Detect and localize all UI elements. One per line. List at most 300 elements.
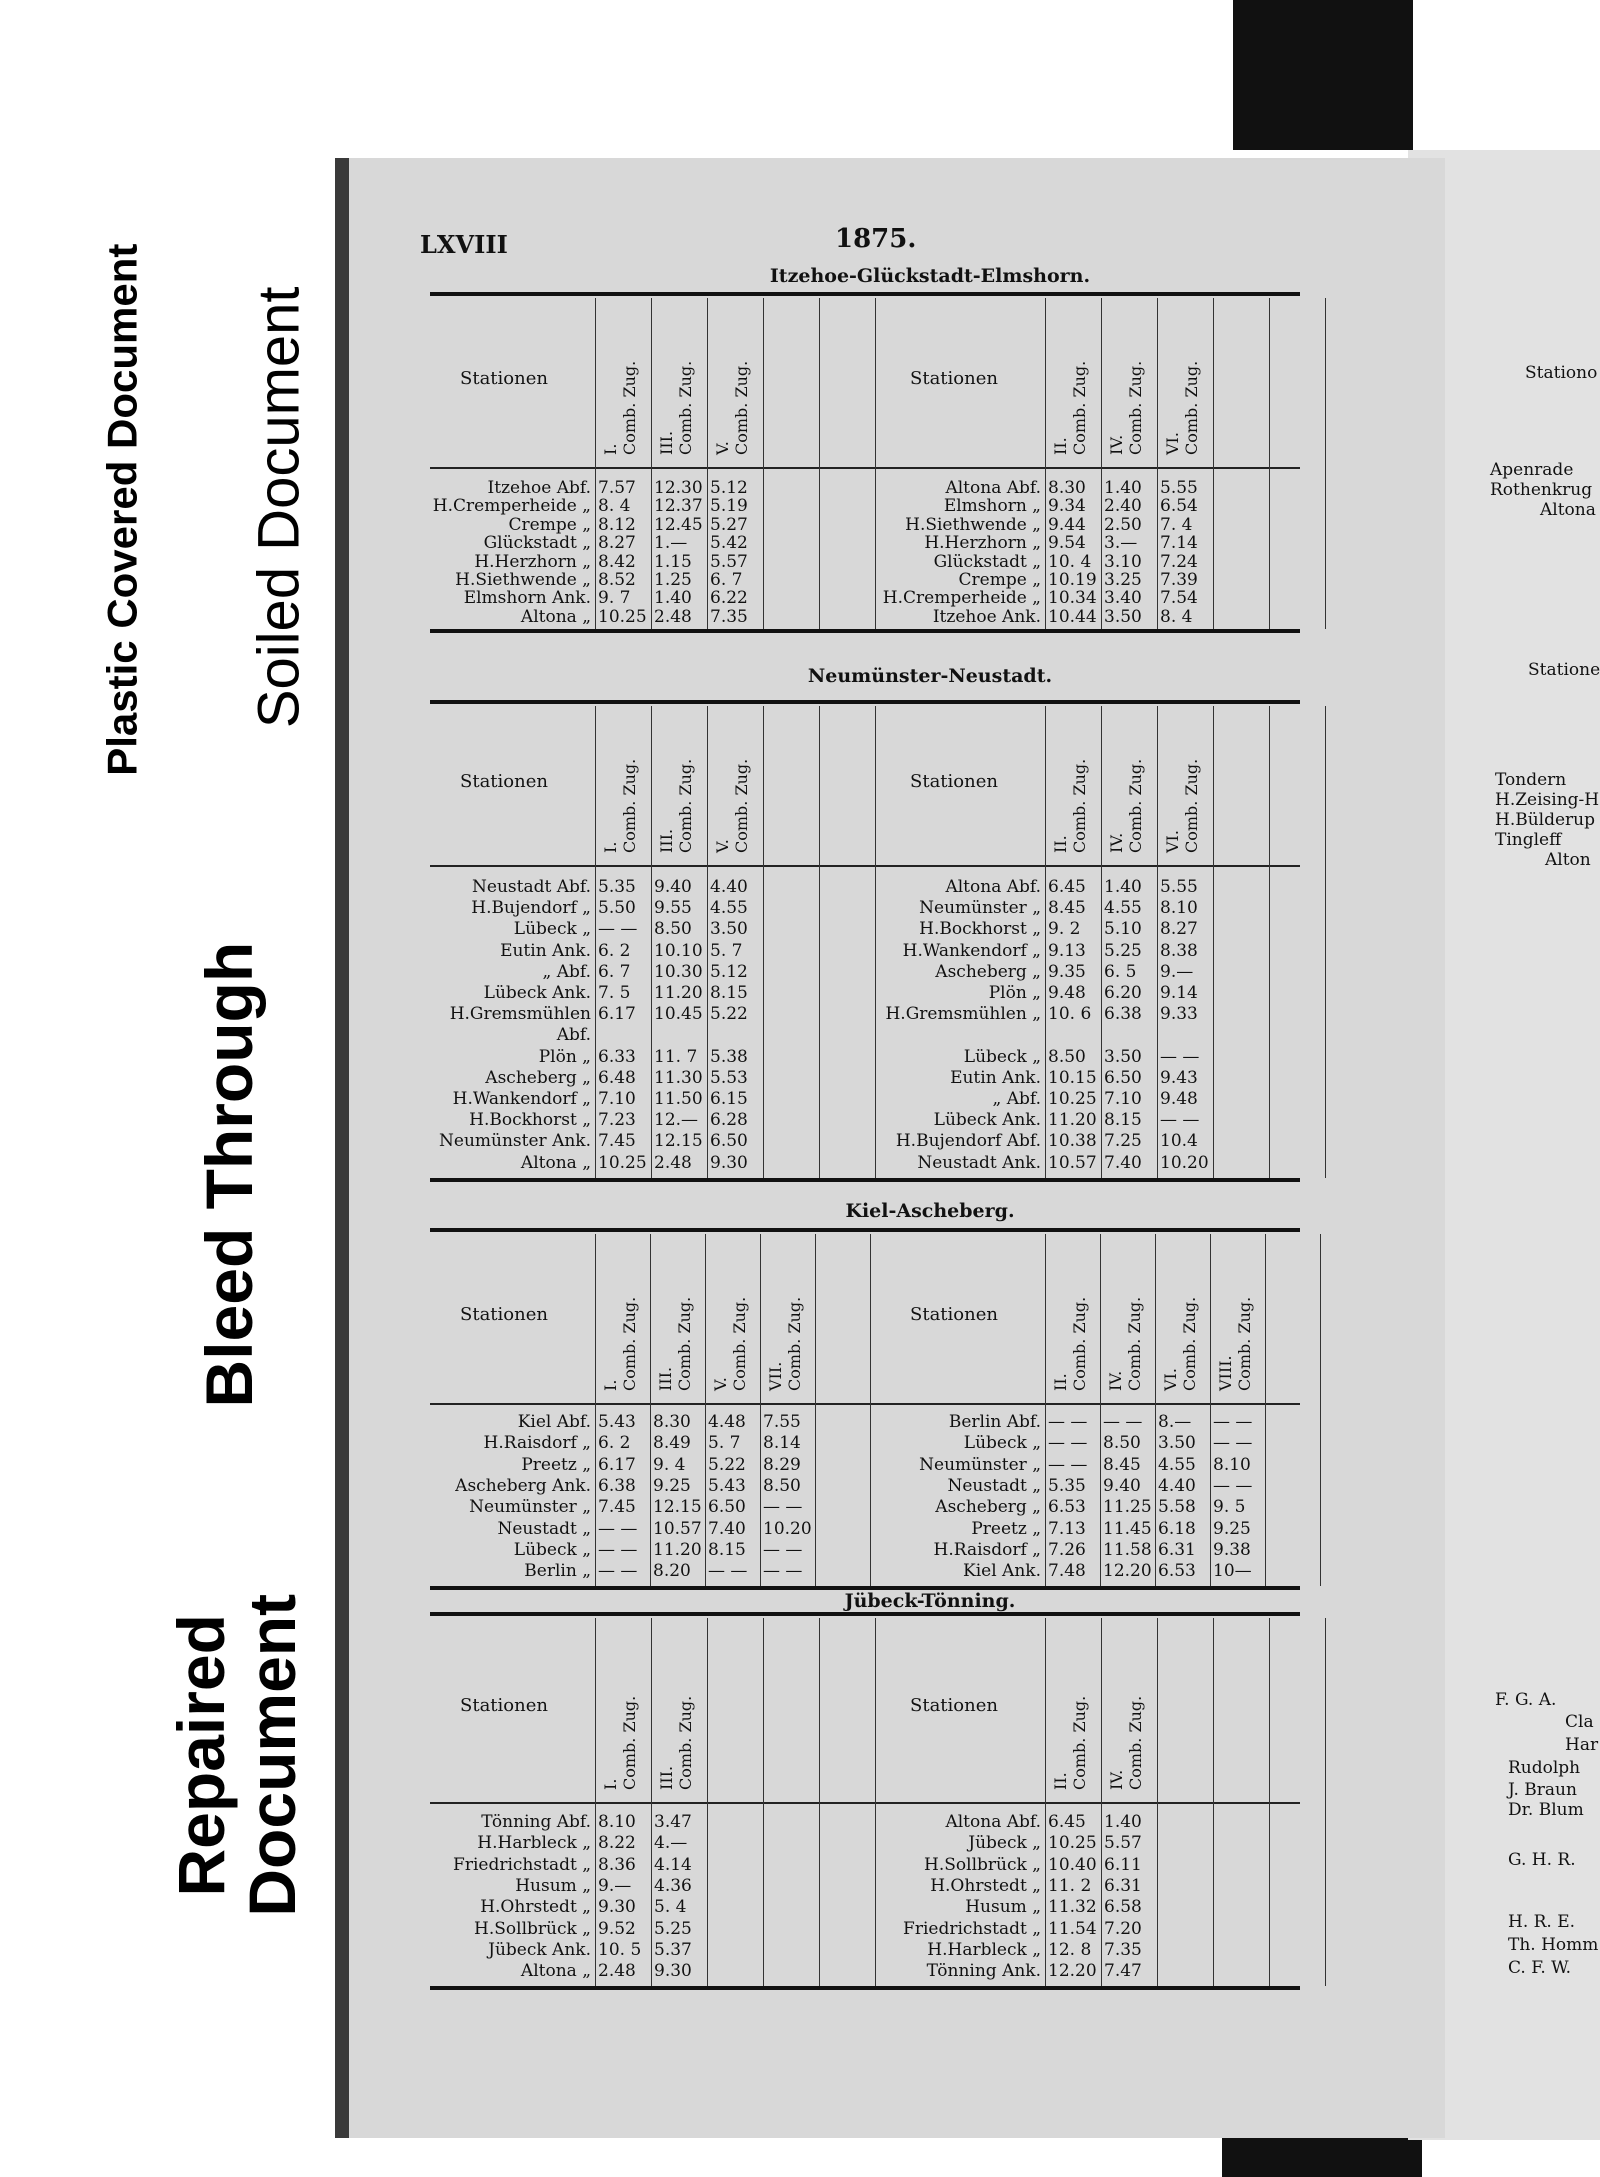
right-time-cell: 6.58	[1104, 1897, 1142, 1918]
left-time-cell: 5.12	[710, 961, 748, 982]
left-column-line	[875, 298, 876, 629]
right-station-name: Ascheberg „	[935, 1497, 1041, 1518]
left-station-name: Abf.	[556, 1025, 591, 1046]
right-column-line	[1269, 1618, 1270, 1986]
left-time-cell: 4.40	[710, 877, 748, 897]
train-number: II.	[1051, 1373, 1070, 1391]
left-time-cell: 5.57	[710, 551, 748, 572]
right-station-name: H.Herzhorn „	[924, 533, 1041, 554]
right-station-name: H.Gremsmühlen „	[885, 1004, 1041, 1025]
left-time-cell: 10.20	[763, 1518, 812, 1539]
section-rule-top	[430, 1612, 1300, 1616]
right-column-line	[1045, 1618, 1046, 1986]
left-time-cell: 5.43	[598, 1412, 636, 1432]
right-time-cell: 4.40	[1158, 1475, 1196, 1496]
left-train-header	[601, 708, 639, 853]
section-rule-bottom	[430, 1178, 1300, 1182]
left-time-cell: 9. 7	[598, 588, 631, 609]
train-number: IV.	[1107, 434, 1126, 455]
right-train-header	[1106, 1236, 1144, 1391]
left-station-name: Lübeck „	[513, 1539, 591, 1560]
right-stations-label: Stationen	[910, 770, 998, 792]
right-time-cell: 4.55	[1104, 898, 1142, 919]
left-station-name: Altona „	[520, 1961, 591, 1982]
left-time-cell: 11. 7	[654, 1046, 698, 1067]
left-time-cell: 9.30	[598, 1897, 636, 1918]
left-time-cell: 9.40	[654, 877, 692, 897]
right-train-header	[1163, 300, 1201, 455]
right-time-cell: 6. 5	[1104, 961, 1137, 982]
next-page-fragment: Cla	[1565, 1712, 1594, 1732]
train-type: Comb. Zug.	[620, 360, 639, 455]
right-time-cell: 5.35	[1048, 1475, 1086, 1496]
train-number: VI.	[1163, 830, 1182, 853]
left-time-cell: 11.30	[654, 1067, 703, 1088]
left-time-cell: 8.14	[763, 1433, 801, 1454]
left-time-cell: 6.28	[710, 1110, 748, 1131]
right-column-line	[1045, 1234, 1046, 1586]
left-time-cell: 4.36	[654, 1875, 692, 1896]
left-column-line	[870, 1234, 871, 1586]
left-time-cell: 6.50	[708, 1497, 746, 1518]
left-time-cell: 6. 2	[598, 940, 631, 961]
left-column-line	[819, 1618, 820, 1986]
right-time-cell: 5.58	[1158, 1497, 1196, 1518]
left-station-name: Tönning Abf.	[481, 1812, 591, 1832]
right-train-header	[1216, 1236, 1254, 1391]
right-time-cell: 6.18	[1158, 1518, 1196, 1539]
bleed-through-label: Bleed Through	[192, 942, 267, 1408]
section-rule-top	[430, 1228, 1300, 1232]
left-time-cell: 9.—	[598, 1875, 632, 1896]
left-station-name: Lübeck „	[513, 919, 591, 940]
left-time-cell: 8.49	[653, 1433, 691, 1454]
right-stations-label: Stationen	[910, 1695, 998, 1716]
right-time-cell: 3.25	[1104, 570, 1142, 590]
right-time-cell: — —	[1160, 1046, 1200, 1067]
right-time-cell: 7.39	[1160, 570, 1198, 590]
left-stations-label: Stationen	[460, 1695, 548, 1716]
right-column-line	[1325, 706, 1326, 1178]
left-station-name: Neumünster „	[469, 1497, 591, 1518]
right-column-line	[1101, 1618, 1102, 1986]
left-time-cell: 8.10	[598, 1812, 636, 1832]
left-station-name: H.Wankendorf „	[452, 1089, 591, 1109]
train-number: III.	[657, 1765, 676, 1790]
left-time-cell: 6.17	[598, 1454, 636, 1475]
left-column-line	[705, 1234, 706, 1586]
next-page-fragment: H.Zeising-H	[1495, 790, 1600, 810]
train-number: II.	[1051, 437, 1070, 455]
left-time-cell: 9.30	[654, 1961, 692, 1982]
right-time-cell: 11.20	[1048, 1110, 1097, 1131]
right-time-cell: 10.15	[1048, 1067, 1097, 1088]
next-page-fragment: Th. Homm	[1508, 1935, 1599, 1955]
train-number: V.	[713, 441, 732, 455]
left-column-line	[595, 1234, 596, 1586]
left-time-cell: 4.48	[708, 1412, 746, 1432]
left-column-line	[815, 1234, 816, 1586]
right-time-cell: 10.34	[1048, 588, 1097, 609]
right-time-cell: 8.38	[1160, 940, 1198, 961]
left-time-cell: 5. 7	[708, 1433, 741, 1454]
left-train-header	[656, 1236, 694, 1391]
right-column-line	[1269, 298, 1270, 629]
train-type: Comb. Zug.	[1182, 758, 1201, 853]
left-time-cell: 12.—	[654, 1110, 699, 1131]
right-time-cell: 9.35	[1048, 961, 1086, 982]
next-page-fragment: Har	[1565, 1735, 1599, 1755]
right-time-cell: 9.—	[1160, 961, 1194, 982]
left-column-line	[595, 1618, 596, 1986]
right-time-cell: 12.20	[1048, 1961, 1097, 1982]
left-time-cell: 8.15	[710, 983, 748, 1003]
left-time-cell: 8.50	[654, 919, 692, 940]
left-time-cell: 4.—	[654, 1833, 688, 1854]
left-station-name: H.Cremperheide „	[432, 496, 591, 517]
left-time-cell: 8.50	[763, 1475, 801, 1496]
left-station-name: Jübeck Ank.	[488, 1939, 591, 1960]
right-time-cell: — —	[1048, 1433, 1088, 1454]
right-time-cell: 10. 4	[1048, 551, 1092, 572]
left-station-name: Berlin „	[524, 1561, 591, 1582]
right-time-cell: 8.10	[1160, 898, 1198, 919]
right-station-name: Berlin Abf.	[948, 1412, 1041, 1432]
right-station-name: Lübeck „	[963, 1433, 1041, 1454]
next-page-fragment: Altona	[1540, 500, 1596, 520]
right-time-cell: 7.26	[1048, 1539, 1086, 1560]
right-station-name: Neustadt Ank.	[917, 1152, 1041, 1173]
left-station-name: Glückstadt „	[483, 533, 591, 554]
right-stations-label: Stationen	[910, 1303, 998, 1325]
left-station-name: Neustadt „	[497, 1518, 591, 1539]
right-station-name: H.Sollbrück „	[924, 1854, 1041, 1875]
right-time-cell: 1.40	[1104, 877, 1142, 897]
train-number: VIII.	[1216, 1355, 1235, 1391]
section-title: Neumünster-Neustadt.	[807, 665, 1053, 687]
left-time-cell: 8.22	[598, 1833, 636, 1854]
right-column-line	[1325, 298, 1326, 629]
right-time-cell: 10.4	[1160, 1131, 1198, 1152]
train-type: Comb. Zug.	[1070, 360, 1089, 455]
left-time-cell: 5.35	[598, 877, 636, 897]
left-time-cell: 9. 4	[653, 1454, 686, 1475]
right-column-line	[1325, 1618, 1326, 1986]
left-stations-label: Stationen	[460, 367, 548, 389]
right-station-name: „ Abf.	[992, 1089, 1041, 1109]
right-time-cell: 3.—	[1104, 533, 1138, 554]
next-page-fragment: Stationo	[1525, 363, 1598, 383]
left-time-cell: 5. 4	[654, 1897, 687, 1918]
train-type: Comb. Zug.	[785, 1296, 804, 1391]
train-type: Comb. Zug.	[620, 758, 639, 853]
train-type: Comb. Zug.	[1126, 758, 1145, 853]
soiled-label: Soiled Document	[246, 286, 312, 728]
right-time-cell: 6.54	[1160, 496, 1198, 517]
left-time-cell: 9.55	[654, 898, 692, 919]
right-time-cell: 6.53	[1048, 1497, 1086, 1518]
left-station-name: Elmshorn Ank.	[463, 588, 591, 609]
right-time-cell: 10. 6	[1048, 1004, 1092, 1025]
right-time-cell: 7.47	[1104, 1961, 1142, 1982]
right-time-cell: 8.15	[1104, 1110, 1142, 1131]
left-time-cell: 8.15	[708, 1539, 746, 1560]
left-station-name: H.Sollbrück „	[474, 1918, 591, 1939]
section-rule-head	[430, 467, 1300, 469]
left-station-name: „ Abf.	[542, 961, 591, 982]
left-time-cell: 2.48	[654, 606, 692, 627]
left-time-cell: 5. 7	[710, 940, 743, 961]
section-title: Kiel-Ascheberg.	[845, 1200, 1015, 1222]
right-station-name: Preetz „	[971, 1518, 1041, 1539]
right-time-cell: 10.44	[1048, 606, 1097, 627]
right-time-cell: 6.50	[1104, 1067, 1142, 1088]
right-time-cell: — —	[1103, 1412, 1143, 1432]
right-column-line	[1155, 1234, 1156, 1586]
left-time-cell: 5.22	[708, 1454, 746, 1475]
right-time-cell: 5.10	[1104, 919, 1142, 940]
right-time-cell: 1.40	[1104, 1812, 1142, 1832]
left-time-cell: 9.25	[653, 1475, 691, 1496]
right-time-cell: 9.48	[1048, 983, 1086, 1003]
right-time-cell: 6.11	[1104, 1854, 1142, 1875]
left-column-line	[763, 706, 764, 1178]
right-station-name: Friedrichstadt „	[903, 1918, 1041, 1939]
right-time-cell: 7.13	[1048, 1518, 1086, 1539]
section-rule-head	[430, 865, 1300, 867]
left-time-cell: 8.12	[598, 514, 636, 535]
right-time-cell: 6.31	[1158, 1539, 1196, 1560]
section-rule-bottom	[430, 629, 1300, 633]
left-time-cell: 7.55	[763, 1412, 801, 1432]
right-time-cell: 7.48	[1048, 1561, 1086, 1582]
right-time-cell: — —	[1160, 1110, 1200, 1131]
left-column-line	[707, 298, 708, 629]
left-time-cell: 5.27	[710, 514, 748, 535]
left-time-cell: — —	[598, 1539, 638, 1560]
right-column-line	[1269, 706, 1270, 1178]
right-time-cell: 8.45	[1048, 898, 1086, 919]
left-time-cell: 7.45	[598, 1497, 636, 1518]
left-column-line	[763, 1618, 764, 1986]
right-time-cell: 7.10	[1104, 1089, 1142, 1109]
right-time-cell: 6.31	[1104, 1875, 1142, 1896]
train-number: II.	[1051, 835, 1070, 853]
left-time-cell: 12.37	[654, 496, 703, 517]
left-time-cell: — —	[708, 1561, 748, 1582]
right-station-name: H.Bockhorst „	[919, 919, 1041, 940]
right-column-line	[1101, 298, 1102, 629]
right-time-cell: 7.35	[1104, 1939, 1142, 1960]
right-column-line	[1320, 1234, 1321, 1586]
bleed-through-tag	[125, 875, 335, 1475]
plastic-covered-label: Plastic Covered Document	[98, 243, 146, 777]
left-time-cell: 9.52	[598, 1918, 636, 1939]
right-station-name: Altona Abf.	[945, 877, 1041, 897]
left-station-name: H.Bockhorst „	[469, 1110, 591, 1131]
section-title: Jübeck-Tönning.	[844, 1590, 1016, 1612]
right-column-line	[1157, 706, 1158, 1178]
section-title: Itzehoe-Glückstadt-Elmshorn.	[769, 265, 1091, 287]
left-time-cell: 5.22	[710, 1004, 748, 1025]
left-time-cell: 1.25	[654, 570, 692, 590]
train-type: Comb. Zug.	[1070, 758, 1089, 853]
right-time-cell: 9.14	[1160, 983, 1198, 1003]
left-time-cell: 1.40	[654, 588, 692, 609]
left-time-cell: 8.30	[653, 1412, 691, 1432]
right-station-name: Neumünster „	[919, 1454, 1041, 1475]
right-time-cell: 10.57	[1048, 1152, 1097, 1173]
left-time-cell: 3.47	[654, 1812, 692, 1832]
right-station-name: Lübeck „	[963, 1046, 1041, 1067]
left-station-name: Neustadt Abf.	[472, 877, 591, 897]
right-column-line	[1157, 1618, 1158, 1986]
right-time-cell: 8.10	[1213, 1454, 1251, 1475]
left-time-cell: 11.50	[654, 1089, 703, 1109]
train-number: I.	[601, 1379, 620, 1391]
left-time-cell: 6.17	[598, 1004, 636, 1025]
right-station-name: Tönning Ank.	[926, 1961, 1041, 1982]
left-station-name: Neumünster Ank.	[439, 1131, 591, 1152]
left-time-cell: 12.15	[653, 1497, 702, 1518]
train-number: VII.	[766, 1361, 785, 1391]
right-time-cell: 6.45	[1048, 1812, 1086, 1832]
right-time-cell: 1.40	[1104, 478, 1142, 498]
right-time-cell: 3.40	[1104, 588, 1142, 609]
right-time-cell: 9.25	[1213, 1518, 1251, 1539]
left-time-cell: 6.15	[710, 1089, 748, 1109]
next-page-fragment: H.Bülderup	[1495, 810, 1596, 830]
left-time-cell: 5.12	[710, 478, 748, 498]
right-time-cell: 9.33	[1160, 1004, 1198, 1025]
right-station-name: Neustadt „	[947, 1475, 1041, 1496]
right-station-name: H.Bujendorf Abf.	[895, 1131, 1041, 1152]
right-time-cell: 12. 8	[1048, 1939, 1092, 1960]
left-time-cell: 8.52	[598, 570, 636, 590]
train-number: I.	[601, 1778, 620, 1790]
left-time-cell: 8. 4	[598, 496, 631, 517]
left-column-line	[651, 298, 652, 629]
train-type: Comb. Zug.	[1070, 1296, 1089, 1391]
right-time-cell: 11.25	[1103, 1497, 1152, 1518]
left-time-cell: 7.23	[598, 1110, 636, 1131]
left-time-cell: 7.57	[598, 478, 636, 498]
left-time-cell: 10.10	[654, 940, 703, 961]
right-time-cell: 9.34	[1048, 496, 1086, 517]
left-station-name: Ascheberg Ank.	[455, 1475, 591, 1496]
left-time-cell: — —	[598, 919, 638, 940]
left-column-line	[595, 706, 596, 1178]
right-time-cell: 11.45	[1103, 1518, 1152, 1539]
right-time-cell: 7.40	[1104, 1152, 1142, 1173]
left-time-cell: 7. 5	[598, 983, 631, 1003]
left-train-header	[601, 300, 639, 455]
left-time-cell: 8.42	[598, 551, 636, 572]
right-station-name: Jübeck „	[968, 1833, 1041, 1854]
right-time-cell: 11. 2	[1048, 1875, 1092, 1896]
left-train-header	[601, 1236, 639, 1391]
train-number: I.	[601, 443, 620, 455]
right-time-cell: 2.50	[1104, 514, 1142, 535]
right-station-name: Plön „	[988, 983, 1041, 1003]
right-station-name: Altona Abf.	[945, 1812, 1041, 1832]
left-station-name: Husum „	[515, 1875, 591, 1896]
right-stations-label: Stationen	[910, 367, 998, 389]
right-time-cell: 10—	[1213, 1561, 1252, 1582]
left-column-line	[651, 706, 652, 1178]
train-type: Comb. Zug.	[732, 360, 751, 455]
left-time-cell: 11.20	[654, 983, 703, 1003]
right-time-cell: — —	[1213, 1475, 1253, 1496]
left-time-cell: 5.53	[710, 1067, 748, 1088]
train-type: Comb. Zug.	[620, 1695, 639, 1790]
next-page-fragment: Alton	[1545, 850, 1591, 870]
right-train-header	[1051, 708, 1089, 853]
right-station-name: Lübeck Ank.	[933, 1110, 1041, 1131]
left-time-cell: 8.27	[598, 533, 636, 554]
right-train-header	[1051, 1620, 1089, 1790]
left-time-cell: 8.36	[598, 1854, 636, 1875]
left-station-name: H.Ohrstedt „	[480, 1897, 591, 1918]
repaired-tag	[140, 1520, 335, 1990]
left-column-line	[875, 1618, 876, 1986]
next-page-fragment: J. Braun	[1508, 1780, 1577, 1800]
train-number: III.	[657, 828, 676, 853]
left-time-cell: 6.38	[598, 1475, 636, 1496]
right-time-cell: 5.25	[1104, 940, 1142, 961]
right-time-cell: 11.54	[1048, 1918, 1097, 1939]
left-time-cell: 8.29	[763, 1454, 801, 1475]
left-train-header	[711, 1236, 749, 1391]
left-time-cell: 3.50	[710, 919, 748, 940]
right-column-line	[1265, 1234, 1266, 1586]
left-time-cell: 6. 7	[598, 961, 631, 982]
train-type: Comb. Zug.	[1126, 360, 1145, 455]
right-time-cell: 5.55	[1160, 877, 1198, 897]
left-time-cell: 12.45	[654, 514, 703, 535]
right-time-cell: 11.32	[1048, 1897, 1097, 1918]
right-station-name: Crempe „	[958, 570, 1041, 590]
left-train-header	[657, 300, 695, 455]
train-type: Comb. Zug.	[676, 1695, 695, 1790]
next-page-fragment: H. R. E.	[1508, 1912, 1576, 1932]
left-time-cell: 7.10	[598, 1089, 636, 1109]
left-time-cell: 10. 5	[598, 1939, 642, 1960]
left-time-cell: 5.19	[710, 496, 748, 517]
left-time-cell: — —	[763, 1497, 803, 1518]
left-time-cell: 5.50	[598, 898, 636, 919]
right-time-cell: 8.50	[1048, 1046, 1086, 1067]
left-stations-label: Stationen	[460, 1303, 548, 1325]
right-time-cell: 9.38	[1213, 1539, 1251, 1560]
right-time-cell: 10.38	[1048, 1131, 1097, 1152]
right-station-name: Ascheberg „	[935, 961, 1041, 982]
repaired-label	[166, 1594, 309, 1917]
left-time-cell: 7.35	[710, 606, 748, 627]
left-column-line	[875, 706, 876, 1178]
right-column-line	[1157, 298, 1158, 629]
left-train-header	[657, 708, 695, 853]
train-type: Comb. Zug.	[1126, 1695, 1145, 1790]
left-time-cell: 4.14	[654, 1854, 692, 1875]
train-type: Comb. Zug.	[730, 1296, 749, 1391]
left-station-name: Preetz „	[521, 1454, 591, 1475]
left-time-cell: — —	[763, 1561, 803, 1582]
right-train-header	[1051, 1236, 1089, 1391]
right-time-cell: 3.10	[1104, 551, 1142, 572]
right-time-cell: — —	[1048, 1412, 1088, 1432]
page-number: LXVIII	[420, 230, 508, 259]
